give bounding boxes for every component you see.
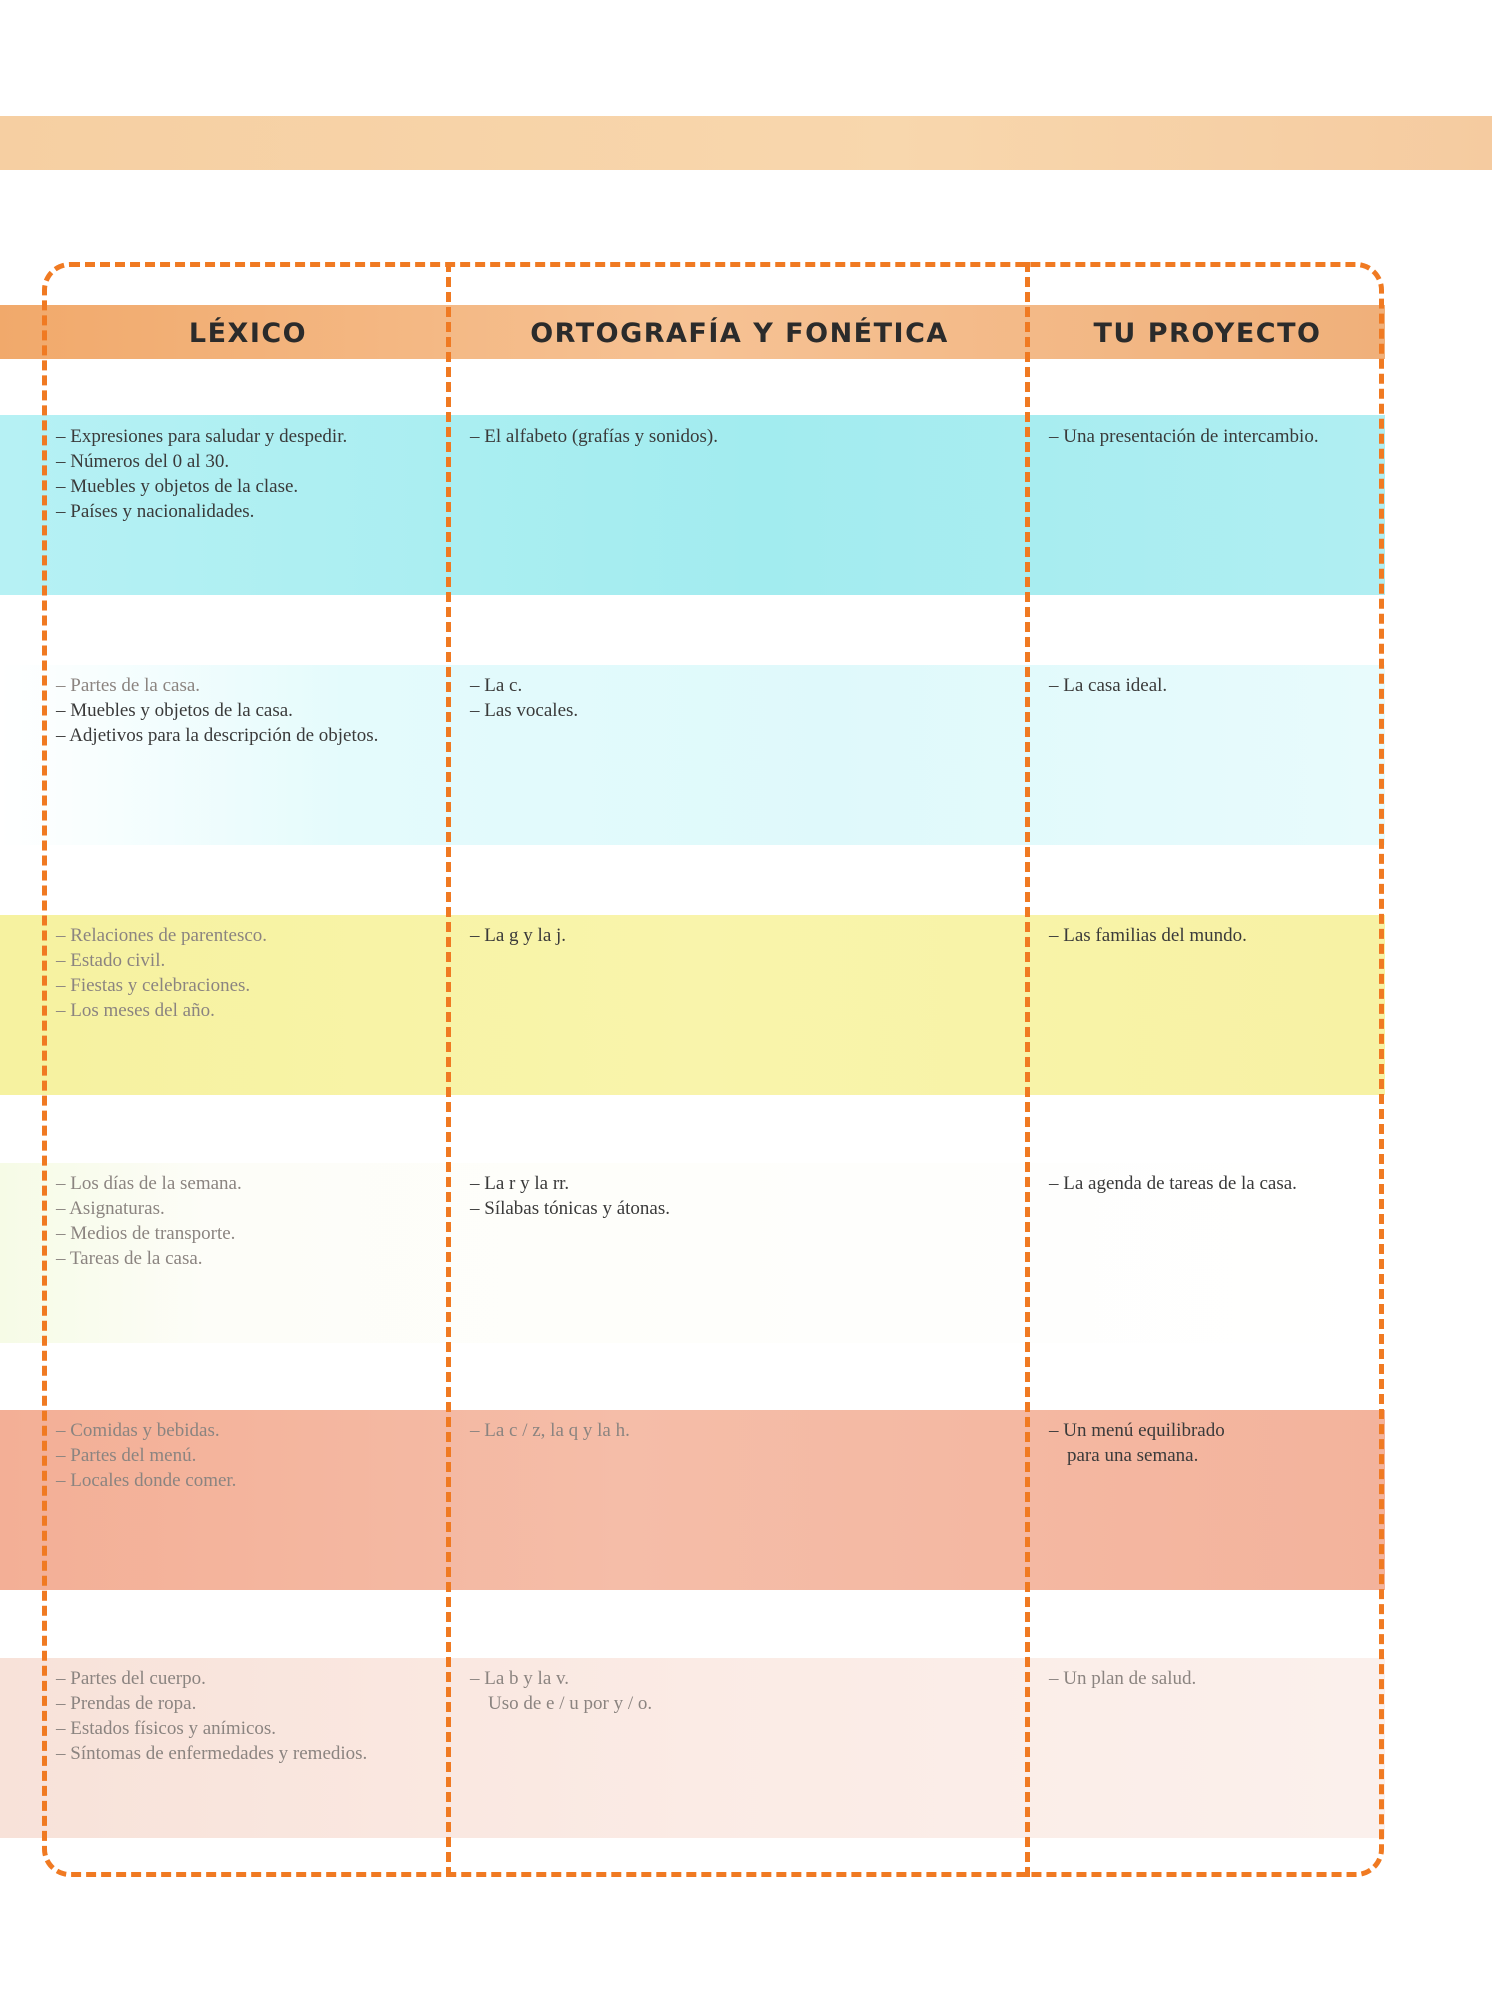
list-item: – Muebles y objetos de la clase. bbox=[56, 476, 299, 497]
table-frame bbox=[42, 262, 1384, 1877]
list-item: – Tareas de la casa. bbox=[56, 1248, 203, 1269]
column-divider-1 bbox=[446, 262, 451, 1877]
list-item: – El alfabeto (grafías y sonidos). bbox=[470, 426, 718, 447]
list-item: – Fiestas y celebraciones. bbox=[56, 975, 251, 996]
list-item: – Los días de la semana. bbox=[56, 1173, 242, 1194]
list-item: – Asignaturas. bbox=[56, 1198, 165, 1219]
list-item: – La r y la rr. bbox=[470, 1173, 570, 1194]
list-item: – La c / z, la q y la h. bbox=[470, 1420, 630, 1441]
list-item: – La agenda de tareas de la casa. bbox=[1049, 1173, 1297, 1194]
list-item: – La b y la v. bbox=[470, 1668, 570, 1689]
list-item: – Estados físicos y anímicos. bbox=[56, 1718, 277, 1739]
header-ortografia: ORTOGRAFÍA Y FONÉTICA bbox=[530, 318, 949, 349]
list-item: – Partes del menú. bbox=[56, 1445, 197, 1466]
list-item: – Números del 0 al 30. bbox=[56, 451, 230, 472]
list-item: – Relaciones de parentesco. bbox=[56, 925, 268, 946]
list-item: – Locales donde comer. bbox=[56, 1470, 237, 1491]
list-item: – La c. bbox=[470, 675, 523, 696]
list-item: para una semana. bbox=[1067, 1445, 1199, 1466]
list-item: – Prendas de ropa. bbox=[56, 1693, 197, 1714]
list-item: – Las vocales. bbox=[470, 700, 579, 721]
list-item: – La casa ideal. bbox=[1049, 675, 1168, 696]
list-item: – Partes de la casa. bbox=[56, 675, 201, 696]
list-item: – Expresiones para saludar y despedir. bbox=[56, 426, 348, 447]
list-item: – Comidas y bebidas. bbox=[56, 1420, 220, 1441]
list-item: – Una presentación de intercambio. bbox=[1049, 426, 1319, 447]
list-item: – Adjetivos para la descripción de objetos. bbox=[56, 725, 379, 746]
list-item: – Sílabas tónicas y átonas. bbox=[470, 1198, 670, 1219]
list-item: – Medios de transporte. bbox=[56, 1223, 236, 1244]
list-item: – Muebles y objetos de la casa. bbox=[56, 700, 293, 721]
top-decorative-band bbox=[0, 116, 1492, 170]
header-proyecto: TU PROYECTO bbox=[1093, 318, 1322, 349]
list-item: – Partes del cuerpo. bbox=[56, 1668, 206, 1689]
list-item: – Síntomas de enfermedades y remedios. bbox=[56, 1743, 368, 1764]
column-divider-2 bbox=[1025, 262, 1030, 1877]
list-item: – Las familias del mundo. bbox=[1049, 925, 1247, 946]
list-item: Uso de e / u por y / o. bbox=[488, 1693, 653, 1714]
header-lexico: LÉXICO bbox=[188, 318, 308, 349]
list-item: – Un menú equilibrado bbox=[1049, 1420, 1225, 1441]
list-item: – Países y nacionalidades. bbox=[56, 501, 255, 522]
list-item: – Un plan de salud. bbox=[1049, 1668, 1197, 1689]
list-item: – La g y la j. bbox=[470, 925, 567, 946]
list-item: – Estado civil. bbox=[56, 950, 166, 971]
list-item: – Los meses del año. bbox=[56, 1000, 215, 1021]
